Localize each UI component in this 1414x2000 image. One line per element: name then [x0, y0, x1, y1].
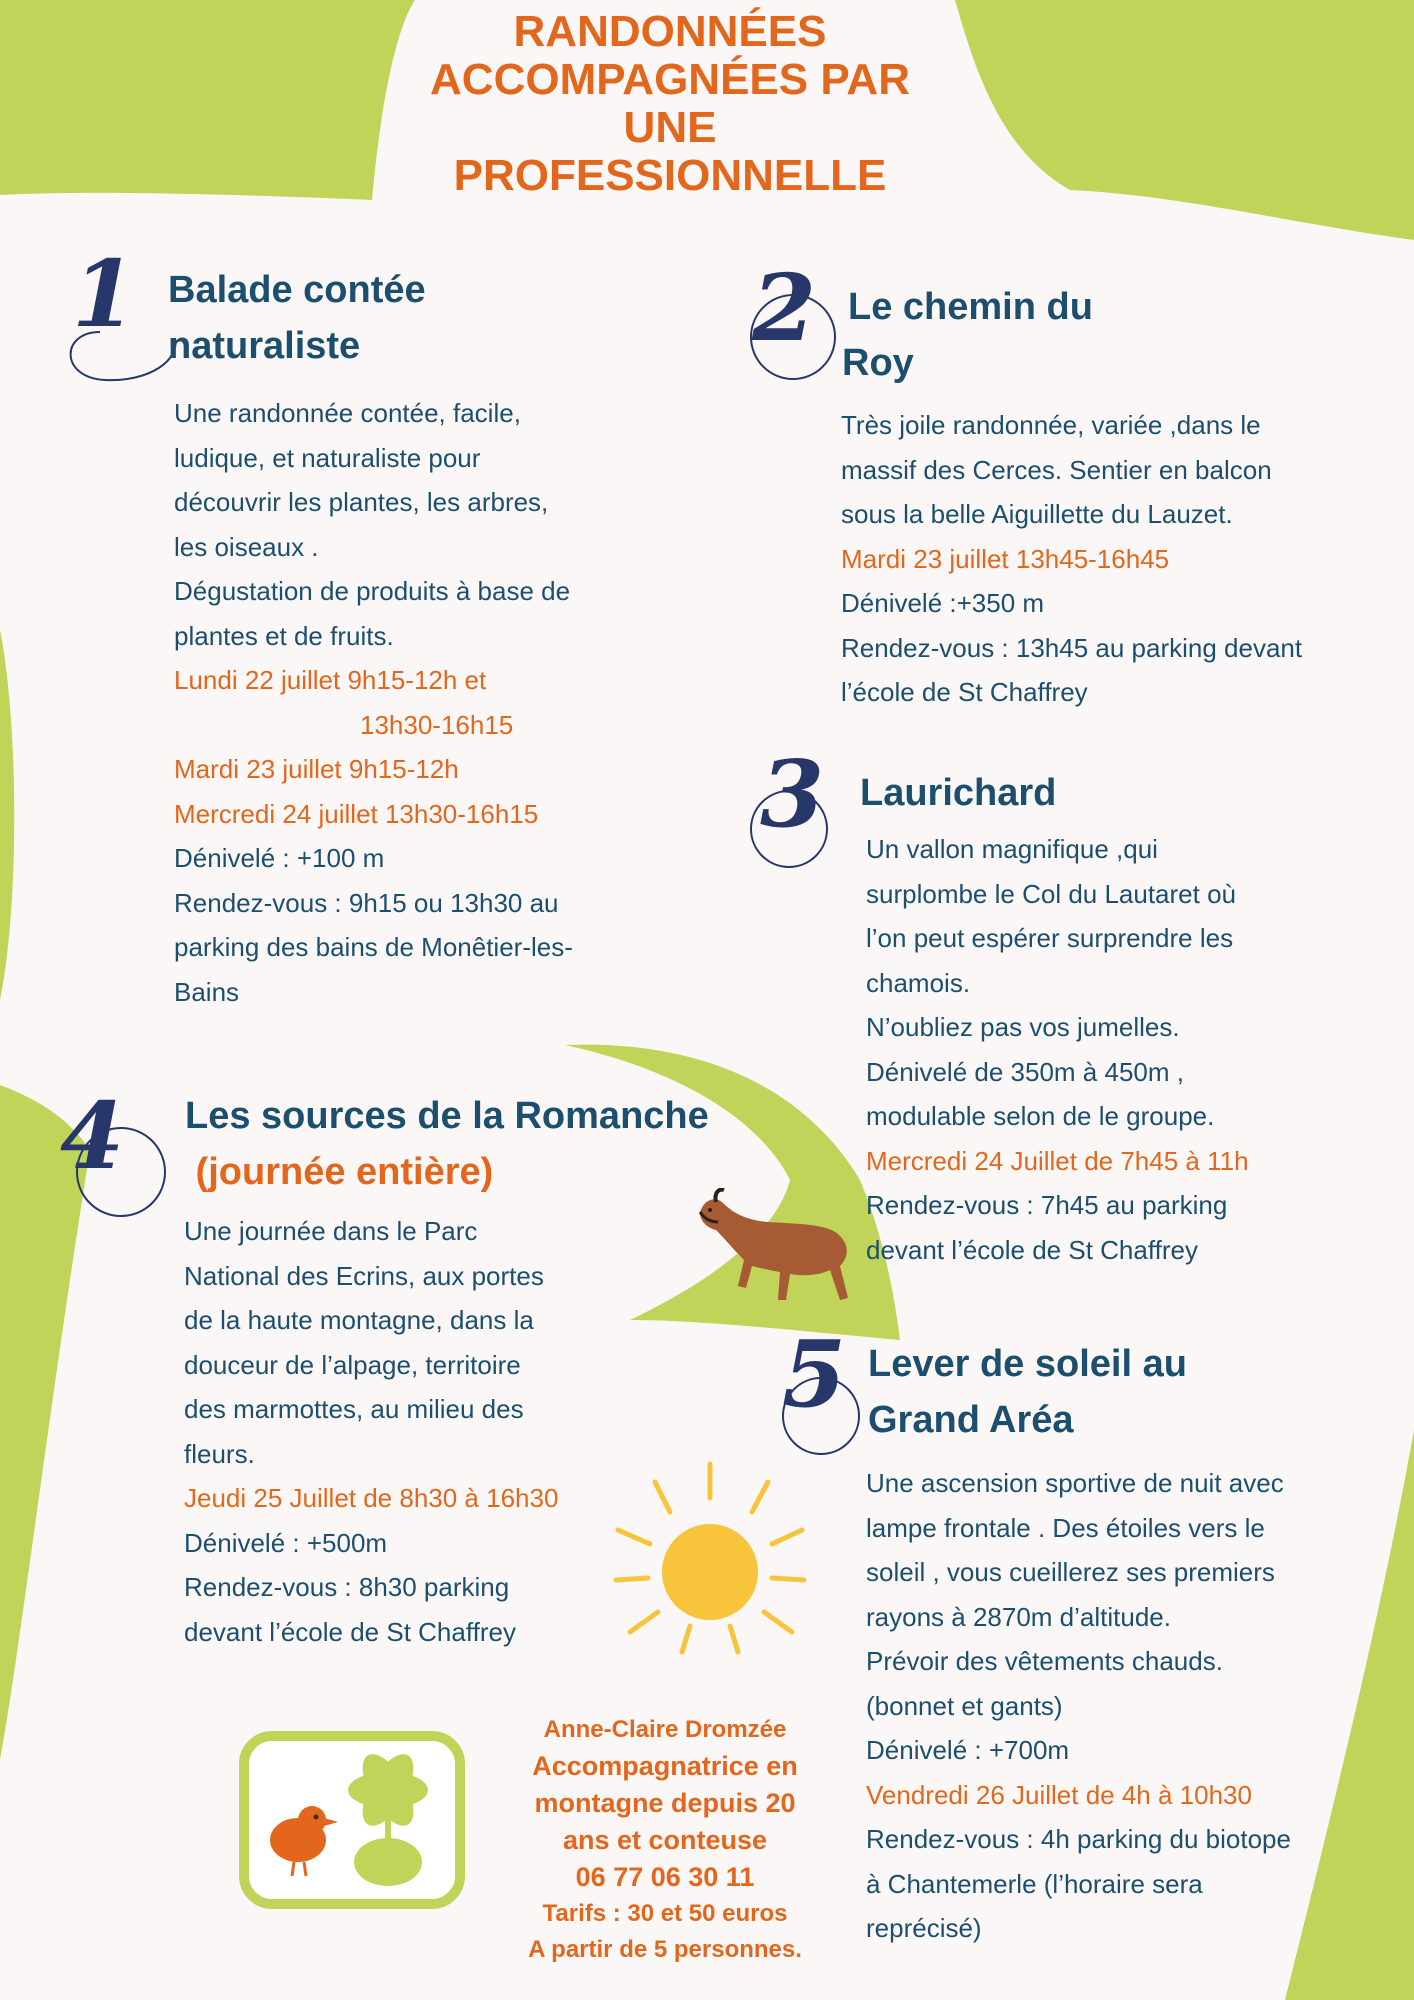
hike-4-title: Les sources de la Romanche (journée entière)	[185, 1088, 709, 1200]
phone-number[interactable]: 06 77 06 30 11	[575, 1862, 755, 1892]
hike-5-title: Lever de soleil au Grand Aréa	[868, 1343, 1187, 1441]
hike-4-description: Une journée dans le Parc National des Ecrins, aux portes de la haute montagne, dans la douceur de l’alpage, territoire des marmottes, au milieu des fleurs. Jeudi 25 Juillet de 8h30 à 16h30 Dénivelé : +500m Rendez-vous : 8h30 parking devant l’école de St Chaffrey	[184, 1209, 624, 1654]
hike-1-date: Lundi 22 juillet 9h15-12h et	[174, 665, 487, 695]
hike-1-date: Mercredi 24 juillet 13h30-16h15	[174, 798, 539, 829]
hike-3-description: Un vallon magnifique ,qui surplombe le Col du Lautaret où l’on peut espérer surprendre les chamois. N’oubliez pas vos jumelles. Dénivelé de 350m à 450m , modulable selon de le groupe. Mercredi 24 Juillet de 7h45 à 11h Rendez-vous : 7h45 au parking devant l’école de St Chaffrey	[866, 827, 1326, 1272]
hike-1-number: 1	[72, 240, 137, 348]
guide-name: Anne-Claire Dromzée	[543, 1716, 787, 1743]
minimum-group: A partir de 5 personnes.	[528, 1936, 802, 1963]
hike-3-number: 3	[760, 740, 825, 848]
hike-5-description: Une ascension sportive de nuit avec lampe frontale . Des étoiles vers le soleil , vous cueillerez ses premiers rayons à 2870m d’altitude. Prévoir des vêtements chauds. (bonnet et gants) Dénivelé : +700m Vendredi 26 Juillet de 4h à 10h30 Rendez-vous : 4h parking du biotope à Chantemerle (l’horaire sera reprécisé)	[866, 1461, 1366, 1951]
hike-2-date: Mardi 23 juillet 13h45-16h45	[841, 543, 1170, 574]
page-title: RANDONNÉES ACCOMPAGNÉES PAR UNE PROFESSIONNELLE	[430, 7, 910, 200]
prices: Tarifs : 30 et 50 euros	[542, 1900, 788, 1927]
hike-1-date: Mardi 23 juillet 9h15-12h	[174, 754, 459, 784]
hike-3-date: Mercredi 24 Juillet de 7h45 à 11h	[866, 1145, 1249, 1176]
hike-5-number: 5	[782, 1320, 847, 1428]
sun-icon	[610, 1460, 810, 1660]
green-shape-top-left	[0, 0, 415, 200]
hike-2-title: Le chemin du Roy	[842, 286, 1093, 384]
bird-plant-logo	[238, 1730, 466, 1910]
hike-5-date: Vendredi 26 Juillet de 4h à 10h30	[866, 1779, 1252, 1810]
hike-1-title: Balade contée naturaliste	[168, 269, 426, 367]
hike-4-number: 4	[60, 1082, 125, 1190]
chamois-icon	[690, 1188, 865, 1308]
hike-2-description: Très joile randonnée, variée ,dans le massif des Cerces. Sentier en balcon sous la belle Aiguillette du Lauzet. Mardi 23 juillet 13h45-16h45 Dénivelé :+350 m Rendez-vous : 13h45 au parking devant l’école de St Chaffrey	[841, 403, 1361, 715]
hike-3-title: Laurichard	[860, 772, 1057, 814]
hike-4-subtitle: (journée entière)	[185, 1151, 494, 1193]
hike-1-description: Une randonnée contée, facile, ludique, et naturaliste pour découvrir les plantes, les arbres, les oiseaux . Dégustation de produits à base de plantes et de fruits. Lundi 22 juillet 9h15-12h et 13h30-16h15 Mardi 23 juillet 9h15-12h Mercredi 24 juillet 13h30-16h15 Dénivelé : +100 m Rendez-vous : 9h15 ou 13h30 au parking des bains de Monêtier-les- Bains	[174, 391, 634, 1014]
hike-2-number: 2	[752, 254, 817, 362]
hike-4-date: Jeudi 25 Juillet de 8h30 à 16h30	[184, 1483, 559, 1513]
hike-1-date: 13h30-16h15	[360, 709, 514, 740]
contact-block: Anne-Claire Dromzée Accompagnatrice en montagne depuis 20 ans et conteuse 06 77 06 30 11 Tarifs : 30 et 50 euros A partir de 5 personnes.	[500, 1712, 830, 1968]
